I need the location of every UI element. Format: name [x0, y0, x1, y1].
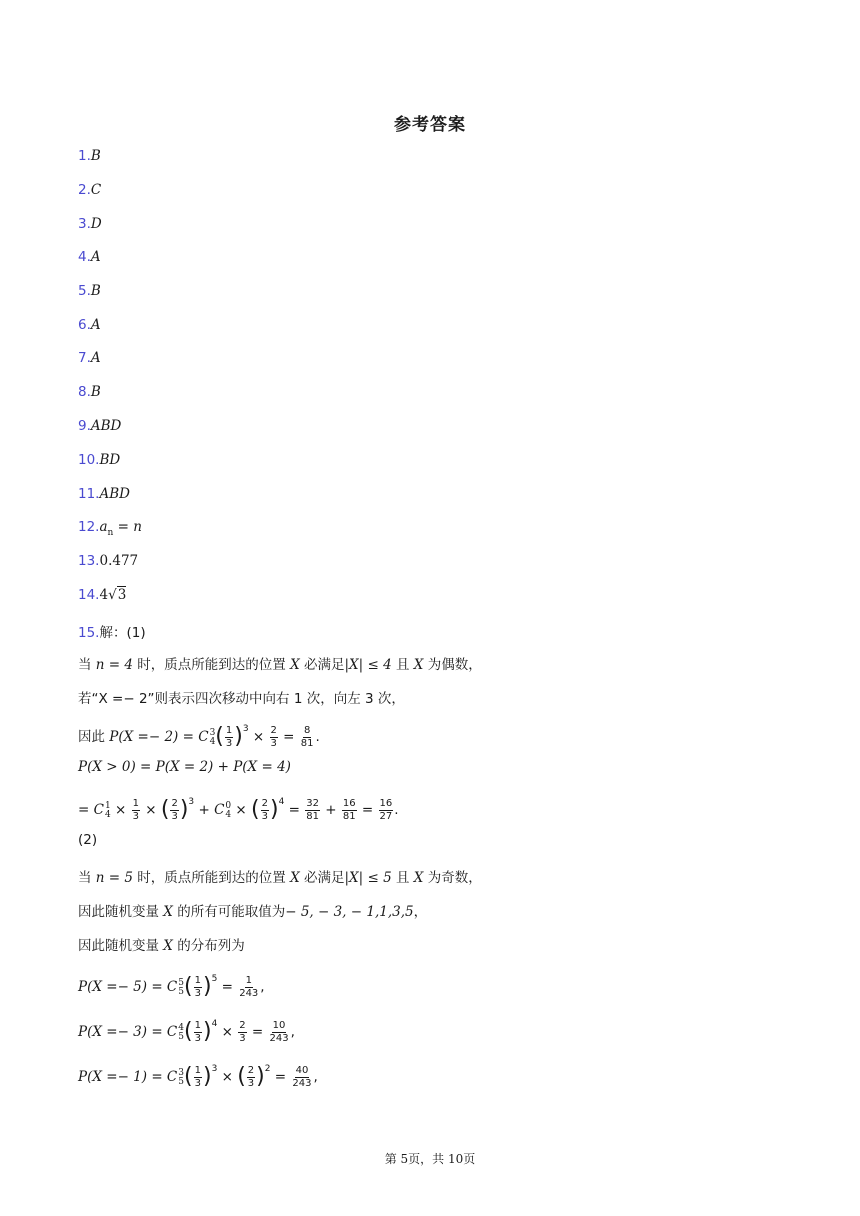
answer-line: 3.D [78, 216, 102, 232]
solution-part: (2) [78, 832, 98, 848]
answer-line: 9.ABD [78, 418, 122, 434]
answer-line: 13.0.477 [78, 553, 139, 569]
answer-line: 1.B [78, 148, 101, 164]
solution-formula: P(X =− 1) = C 3 5 ( $\frac{1}{3}$ )$^3$ × ( $\frac{2}{3}$ )$^2$ = $\frac{40}{243}$ , [78, 1064, 318, 1089]
solution-formula: 因此 P(X =− 2) = C 3 4 ( $\frac{1}{3}$ )$^3$ × $\frac{2}{3}$ = $\frac{8}{81}$ . [78, 724, 320, 749]
solution-line: 当 n = 4 时，质点所能到达的位置 X 必满足|X| ≤ 4 且 X 为偶数， [78, 657, 482, 673]
answer-line: 14.4√3 [78, 587, 127, 603]
solution-line: 因此随机变量 X 的所有可能取值为− 5, − 3, − 1,1,3,5， [78, 904, 428, 920]
answer-line: 7.A [78, 350, 101, 366]
solution-line: 因此随机变量 X 的分布列为 [78, 938, 245, 954]
solution-heading: 15.解：(1) [78, 625, 146, 641]
answer-line: 6.A [78, 317, 101, 333]
answer-line: 5.B [78, 283, 101, 299]
solution-formula: P(X > 0) = P(X = 2) + P(X = 4) [78, 759, 291, 775]
solution-formula: P(X =− 5) = C 5 5 ( $\frac{1}{3}$ )$^5$ = $\frac{1}{243}$ , [78, 974, 265, 999]
answer-line: 11.ABD [78, 486, 130, 502]
page-footer: 第 5页，共 10页 [384, 1152, 476, 1166]
solution-line: 若“X =− 2”则表示四次移动中向右 1 次，向左 3 次， [78, 691, 405, 707]
answer-line: 4.A [78, 249, 101, 265]
answer-line: 10.BD [78, 452, 121, 468]
solution-formula: = C 1 4 × $\frac{1}{3}$ × ( $\frac{2}{3}$ )$^3$ + C 0 4 × ( $\frac{2}{3}$ )$^4$ = $\frac{32}{81}$ + $\frac{16}{81}$ = $\frac{16}{27}$ . [78, 797, 399, 822]
solution-formula: P(X =− 3) = C 4 5 ( $\frac{1}{3}$ )$^4$ × $\frac{2}{3}$ = $\frac{10}{243}$ , [78, 1019, 295, 1044]
answer-line: 8.B [78, 384, 101, 400]
page-title: 参考答案 [394, 115, 466, 135]
answer-line: 2.C [78, 182, 102, 198]
solution-line: 当 n = 5 时，质点所能到达的位置 X 必满足|X| ≤ 5 且 X 为奇数， [78, 870, 482, 886]
answer-line: $12.a_n = n$ [78, 519, 142, 538]
